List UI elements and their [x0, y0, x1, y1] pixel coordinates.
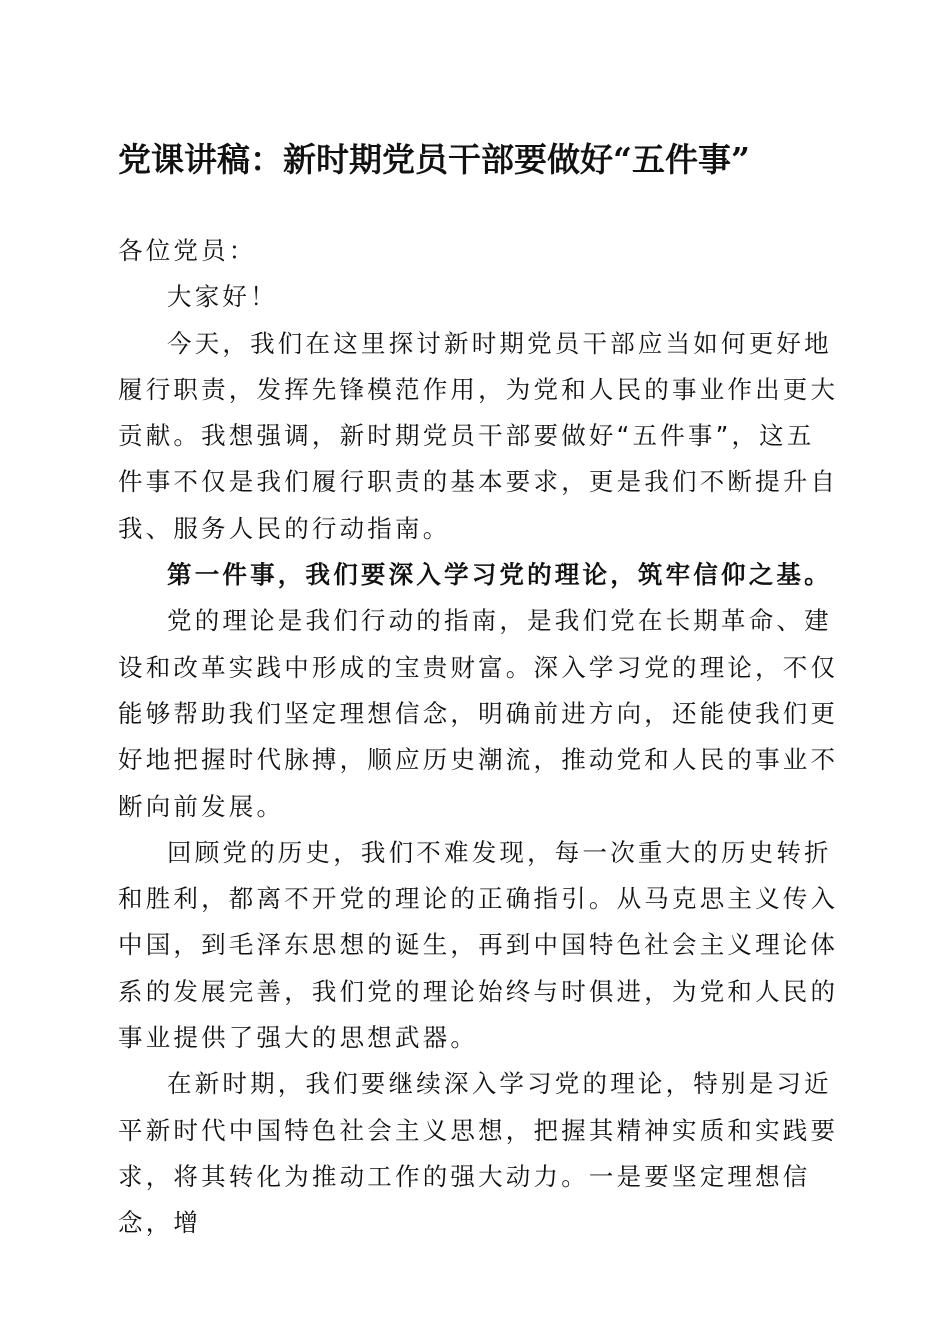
- paragraph-theory-guide: 党的理论是我们行动的指南，是我们党在长期革命、建设和改革实践中形成的宝贵财富。深入学习党的理论，不仅能够帮助我们坚定理想信念，明确前进方向，还能使我们更好地把握时代脉搏，顺应历史潮流，推动党和人民的事业不断向前发展。: [118, 606, 839, 821]
- paragraph-new-era-study: 在新时期，我们要继续深入学习党的理论，特别是习近平新时代中国特色社会主义思想，把握其精神实质和实践要求，将其转化为推动工作的强大动力。一是要坚定理想信念，增: [118, 1069, 839, 1238]
- section-heading-first-task: 第一件事，我们要深入学习党的理论，筑牢信仰之基。: [167, 560, 832, 590]
- document-body: [118, 228, 840, 1247]
- paragraph-greeting: 大家好！: [167, 282, 278, 312]
- salutation: 各位党员：: [118, 236, 257, 265]
- paragraph-introduction: 今天，我们在这里探讨新时期党员干部应当如何更好地履行职责，发挥先锋模范作用，为党和人民的事业作出更大贡献。我想强调，新时期党员干部要做好“五件事”，这五件事不仅是我们履行职责的基本要求，更是我们不断提升自我、服务人民的行动指南。: [118, 328, 839, 543]
- paragraph-party-history: 回顾党的历史，我们不难发现，每一次重大的历史转折和胜利，都离不开党的理论的正确指引。从马克思主义传入中国，到毛泽东思想的诞生，再到中国特色社会主义理论体系的发展完善，我们党的理论始终与时俱进，为党和人民的事业提供了强大的思想武器。: [118, 837, 839, 1053]
- document-title: 党课讲稿：新时期党员干部要做好“五件事”: [118, 140, 750, 179]
